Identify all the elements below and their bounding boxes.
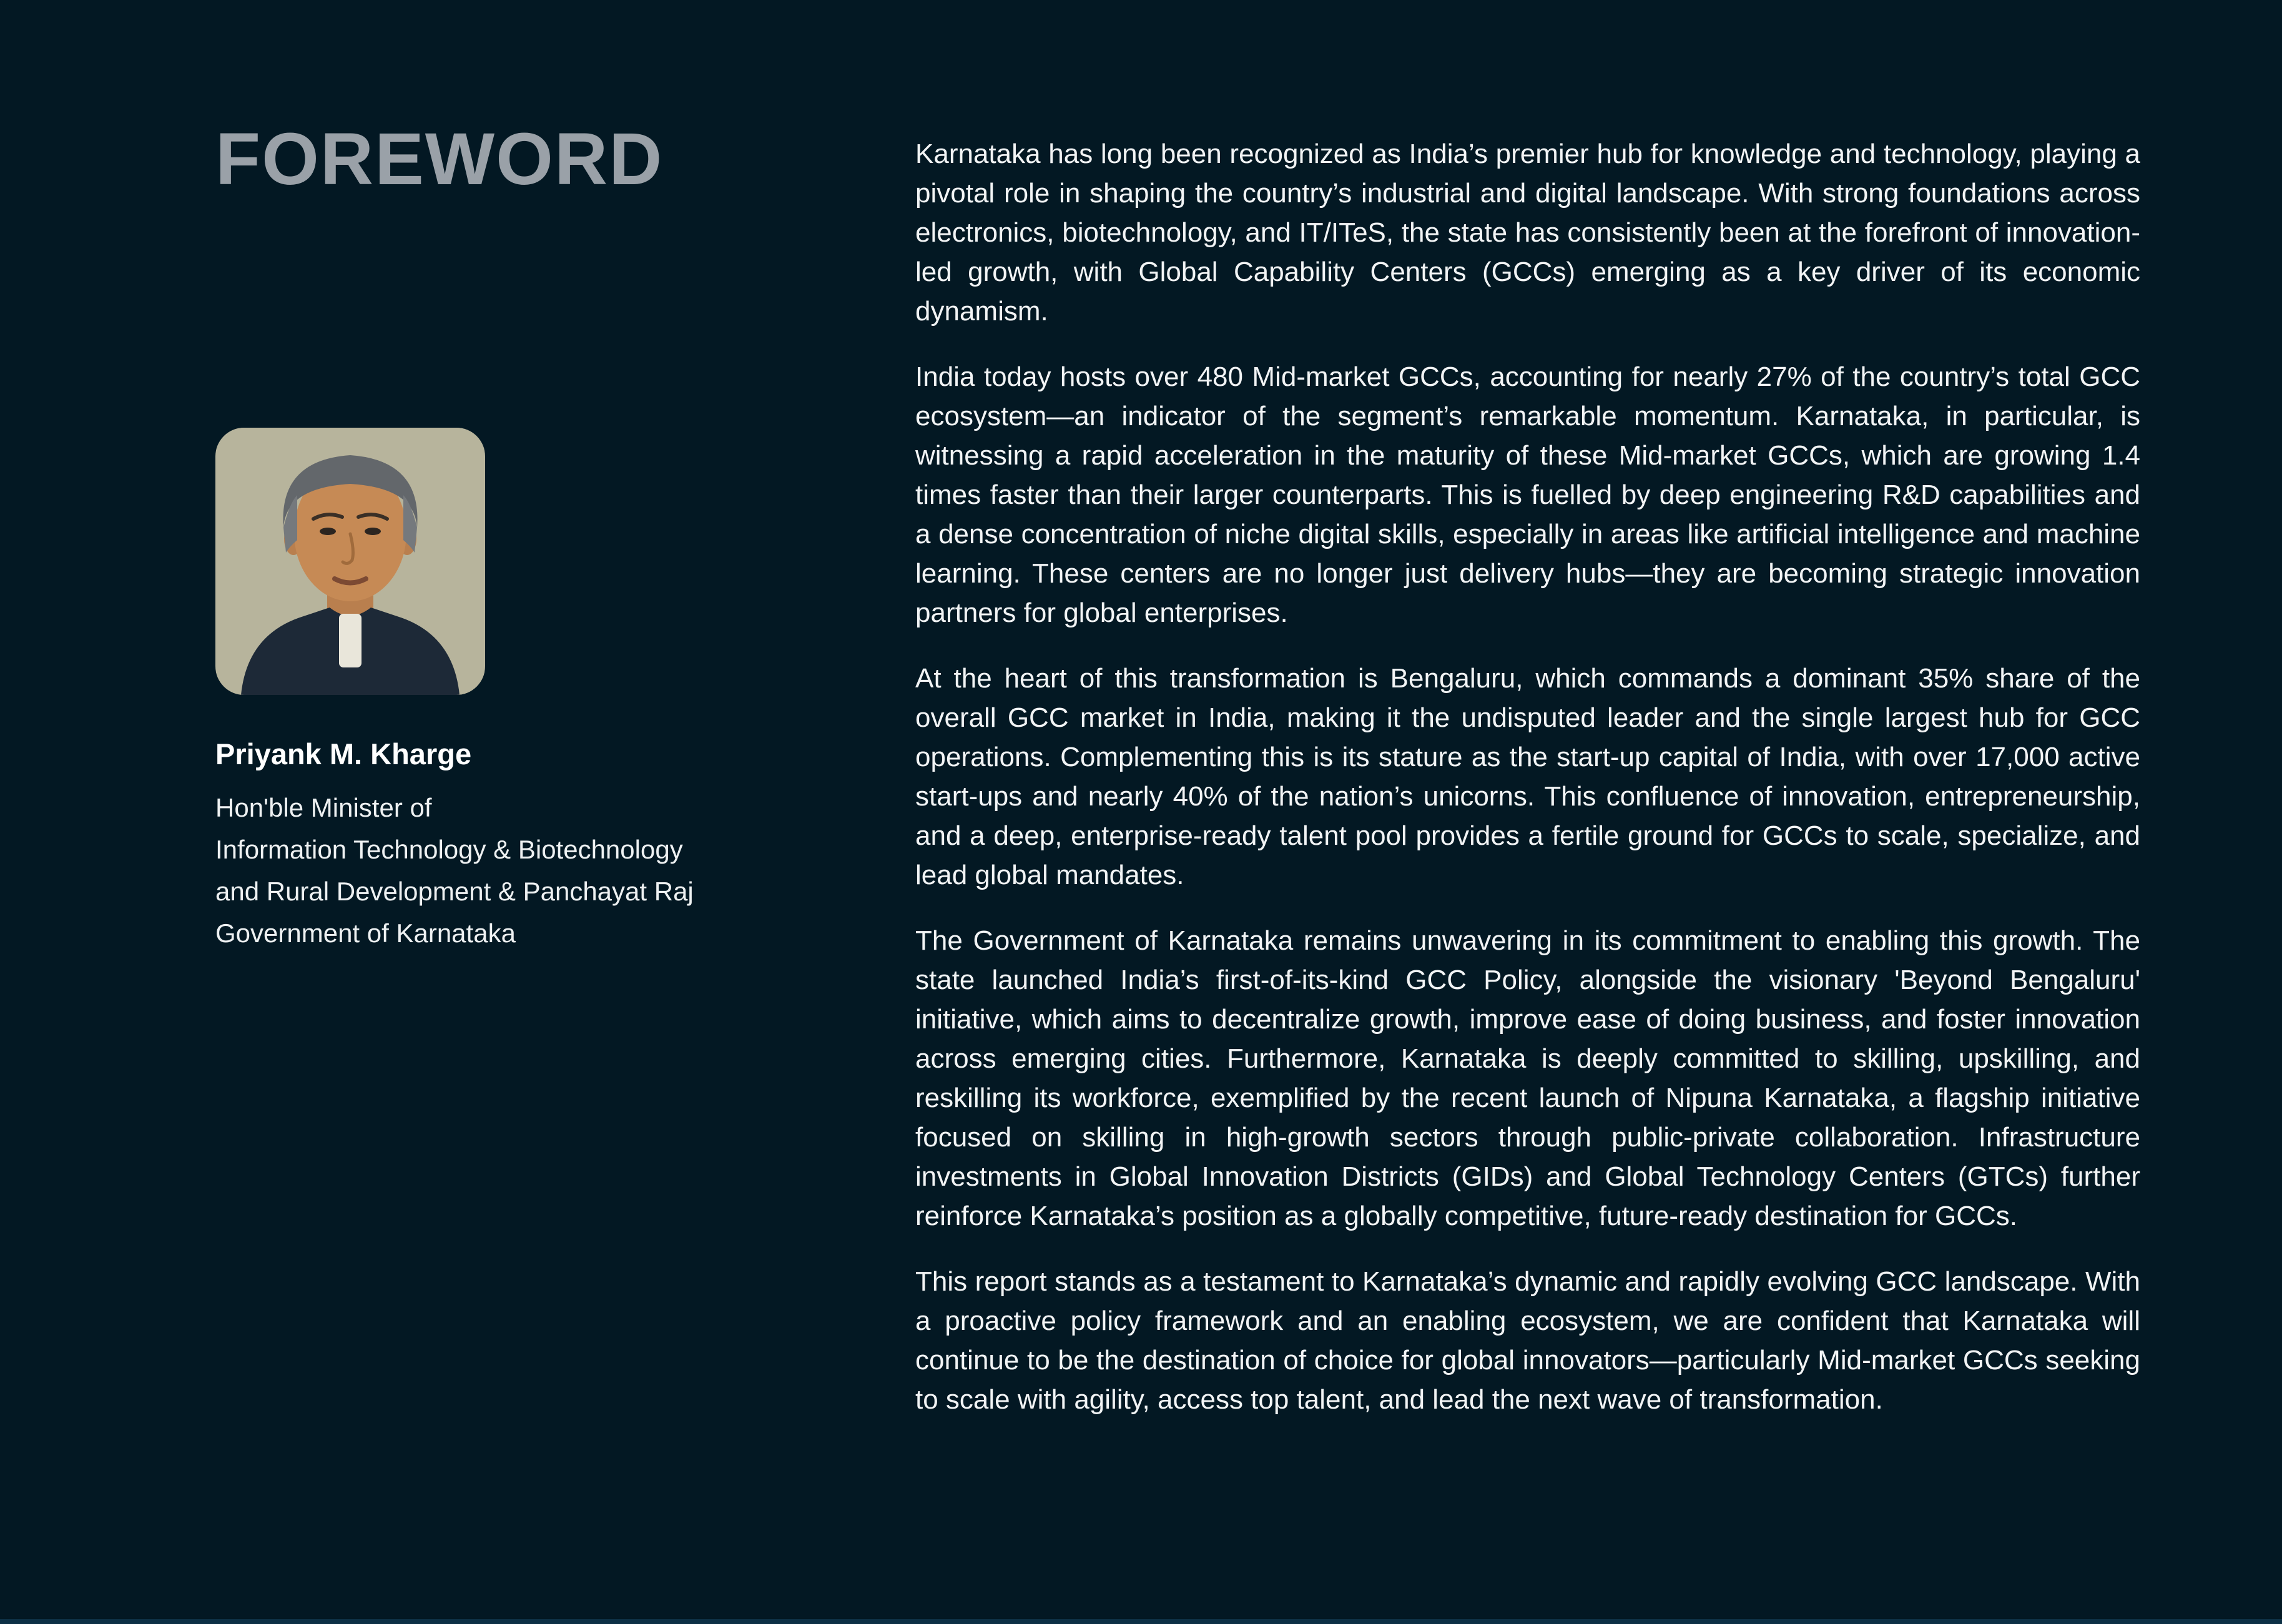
profile-title-line: and Rural Development & Panchayat Raj [215,876,694,906]
profile-title-line: Information Technology & Biotechnology [215,834,683,864]
foreword-paragraph: The Government of Karnataka remains unwavering in its commitment to enabling this growth. The state launched India’s first-of-its-kind GCC Policy, alongside the visionary 'Beyond Bengaluru' initiative, which aims to decentralize growth, improve ease of doing business, and foster innovation across emerging cities. Furthermore, Karnataka is deeply committed to skilling, upskilling, and reskilling its workforce, exemplified by the recent launch of Nipuna Karnataka, a flagship initiative focused on skilling in high-growth sectors through public-private collaboration. Infrastructure investments in Global Innovation Districts (GIDs) and Global Technology Centers (GTCs) further reinforce Karnataka’s position as a globally competitive, future-ready destination for GCCs. [915,925,2140,1231]
foreword-body [915,134,2140,1419]
profile-title-line: Government of Karnataka [215,918,516,948]
foreword-paragraph: At the heart of this transformation is Bengaluru, which commands a dominant 35% share of the overall GCC market in India, making it the undisputed leader and the single largest hub for GCC operations. Complementing this is its stature as the start-up capital of India, with over 17,000 active start-ups and nearly 40% of the nation’s unicorns. This confluence of innovation, entrepreneurship, and a deep, enterprise-ready talent pool provides a fertile ground for GCCs to scale, specialize, and lead global mandates. [915,663,2140,890]
minister-photo [215,428,485,695]
left-column [215,118,883,948]
foreword-paragraph: India today hosts over 480 Mid-market GCCs, accounting for nearly 27% of the country’s total GCC ecosystem—an indicator of the segment’s remarkable momentum. Karnataka, in particular, is witnessing a rapid acceleration in the maturity of these Mid-market GCCs, which are growing 1.4 times faster than their larger counterparts. This is fuelled by deep engineering R&D capabilities and a dense concentration of niche digital skills, especially in areas like artificial intelligence and machine learning. These centers are no longer just delivery hubs—they are becoming strategic innovation partners for global enterprises. [915,362,2140,628]
foreword-paragraph: Karnataka has long been recognized as India’s premier hub for knowledge and technology, playing a pivotal role in shaping the country’s industrial and digital landscape. With strong foundations across electronics, biotechnology, and IT/ITeS, the state has consistently been at the forefront of innovation-led growth, with Global Capability Centers (GCCs) emerging as a key driver of its economic dynamism. [915,139,2140,327]
profile-title-line: Hon'ble Minister of [215,792,432,822]
portrait-illustration [215,428,485,695]
profile-block [215,738,883,954]
footer-rule [0,1619,2282,1624]
foreword-paragraph: This report stands as a testament to Karnataka’s dynamic and rapidly evolving GCC landscape. With a proactive policy framework and an enabling ecosystem, we are confident that Karnataka will continue to be the destination of choice for global innovators—particularly Mid-market GCCs seeking to scale with agility, access top talent, and lead the next wave of transformation. [915,1266,2140,1415]
profile-name: Priyank M. Kharge [215,737,472,770]
page-title: FOREWORD [215,118,664,200]
